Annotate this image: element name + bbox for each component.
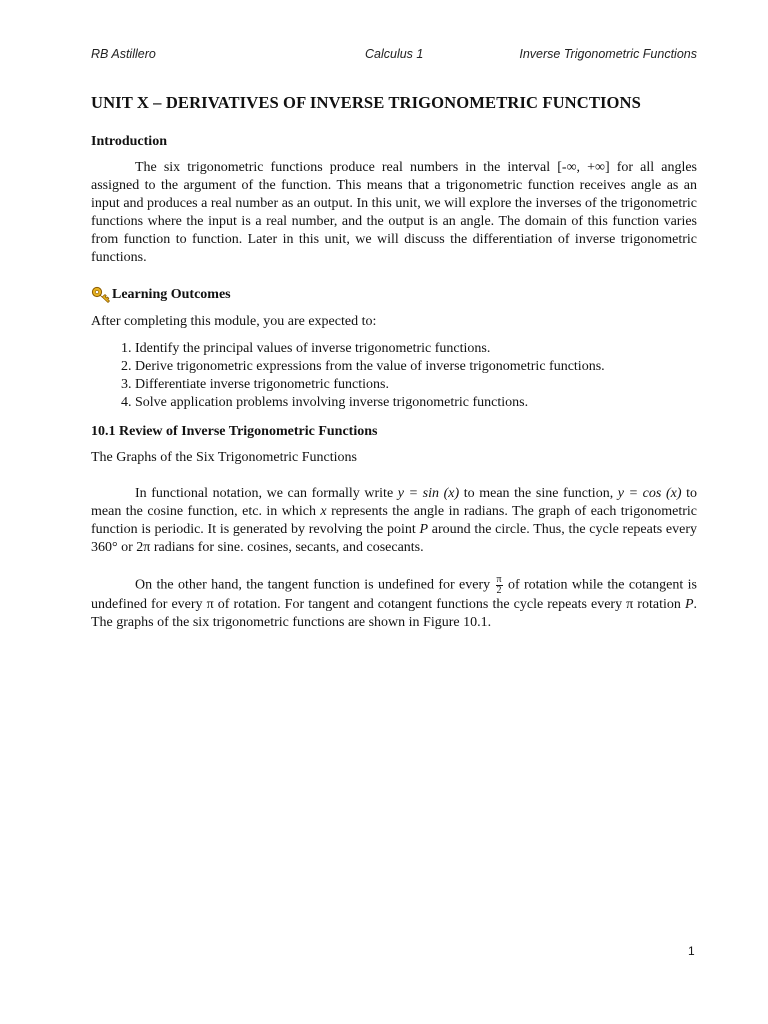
section-heading: 10.1 Review of Inverse Trigonometric Functions xyxy=(91,424,378,439)
introduction-paragraph: The six trigonometric functions produce real numbers in the interval [-∞, +∞] for all angles assigned to the argument of the function. This means that a trigonometric function receives angle as an input and produces a real number as an output. In this unit, we will explore the inverses of the trigonometric functions where the input is a real number, and the output is an angle. The domain of this function varies from function to function. Later in this unit, we will discuss the differentiation of inverse trigonometric functions. xyxy=(91,160,697,265)
text-run: to mean the cosine function, etc. in which xyxy=(91,486,697,519)
variable-p: P xyxy=(419,522,429,537)
variable-p: P xyxy=(684,597,694,612)
outcomes-list xyxy=(91,340,697,412)
page-content xyxy=(91,93,697,632)
pi-over-two-fraction xyxy=(496,575,503,596)
page-header xyxy=(91,47,697,65)
header-topic: Inverse Trigonometric Functions xyxy=(519,47,697,61)
unit-title: UNIT X – DERIVATIVES OF INVERSE TRIGONOMETRIC FUNCTIONS xyxy=(91,93,641,112)
text-run: around the circle. Thus, the cycle repeats every 360° or 2π radians for sine. cosines, secants, and cosecants. xyxy=(91,522,697,555)
header-author: RB Astillero xyxy=(91,47,156,61)
variable-x: x xyxy=(320,504,327,519)
learning-outcomes-label: Learning Outcomes xyxy=(112,287,231,302)
text-run: . The graphs of the six trigonometric functions are shown in Figure 10.1. xyxy=(91,597,697,630)
outcome-item: 2. Derive trigonometric expressions from the value of inverse trigonometric functions. xyxy=(135,358,697,376)
fraction-denominator: 2 xyxy=(496,585,502,596)
cosine-equation: y = cos (x) xyxy=(617,486,682,501)
functional-notation-paragraph xyxy=(91,485,697,557)
outcome-item: 3. Differentiate inverse trigonometric functions. xyxy=(135,376,697,394)
fraction-numerator: π xyxy=(496,574,502,585)
text-run: In functional notation, we can formally write xyxy=(135,486,398,501)
key-icon xyxy=(91,286,111,304)
section-subheading: The Graphs of the Six Trigonometric Functions xyxy=(91,450,357,465)
text-run: to mean the sine function, xyxy=(459,486,618,501)
learning-outcomes-heading xyxy=(91,286,697,304)
text-run: represents the angle in radians. The graph of each trigonometric function is periodic. It is generated by revolving the point xyxy=(91,504,697,537)
tangent-paragraph xyxy=(91,575,697,632)
sine-equation: y = sin (x) xyxy=(397,486,460,501)
text-run: On the other hand, the tangent function is undefined for every xyxy=(135,577,495,593)
page-number: 1 xyxy=(688,944,695,958)
text-run: of rotation while the cotangent is undefined for every π of rotation. For tangent and cotangent functions the cycle repeats every π rotation xyxy=(91,577,697,612)
outcomes-lead: After completing this module, you are expected to: xyxy=(91,314,377,329)
outcome-item: 4. Solve application problems involving inverse trigonometric functions. xyxy=(135,394,697,412)
header-course: Calculus 1 xyxy=(365,47,424,61)
introduction-heading: Introduction xyxy=(91,134,167,149)
outcome-item: 1. Identify the principal values of inverse trigonometric functions. xyxy=(135,340,697,358)
